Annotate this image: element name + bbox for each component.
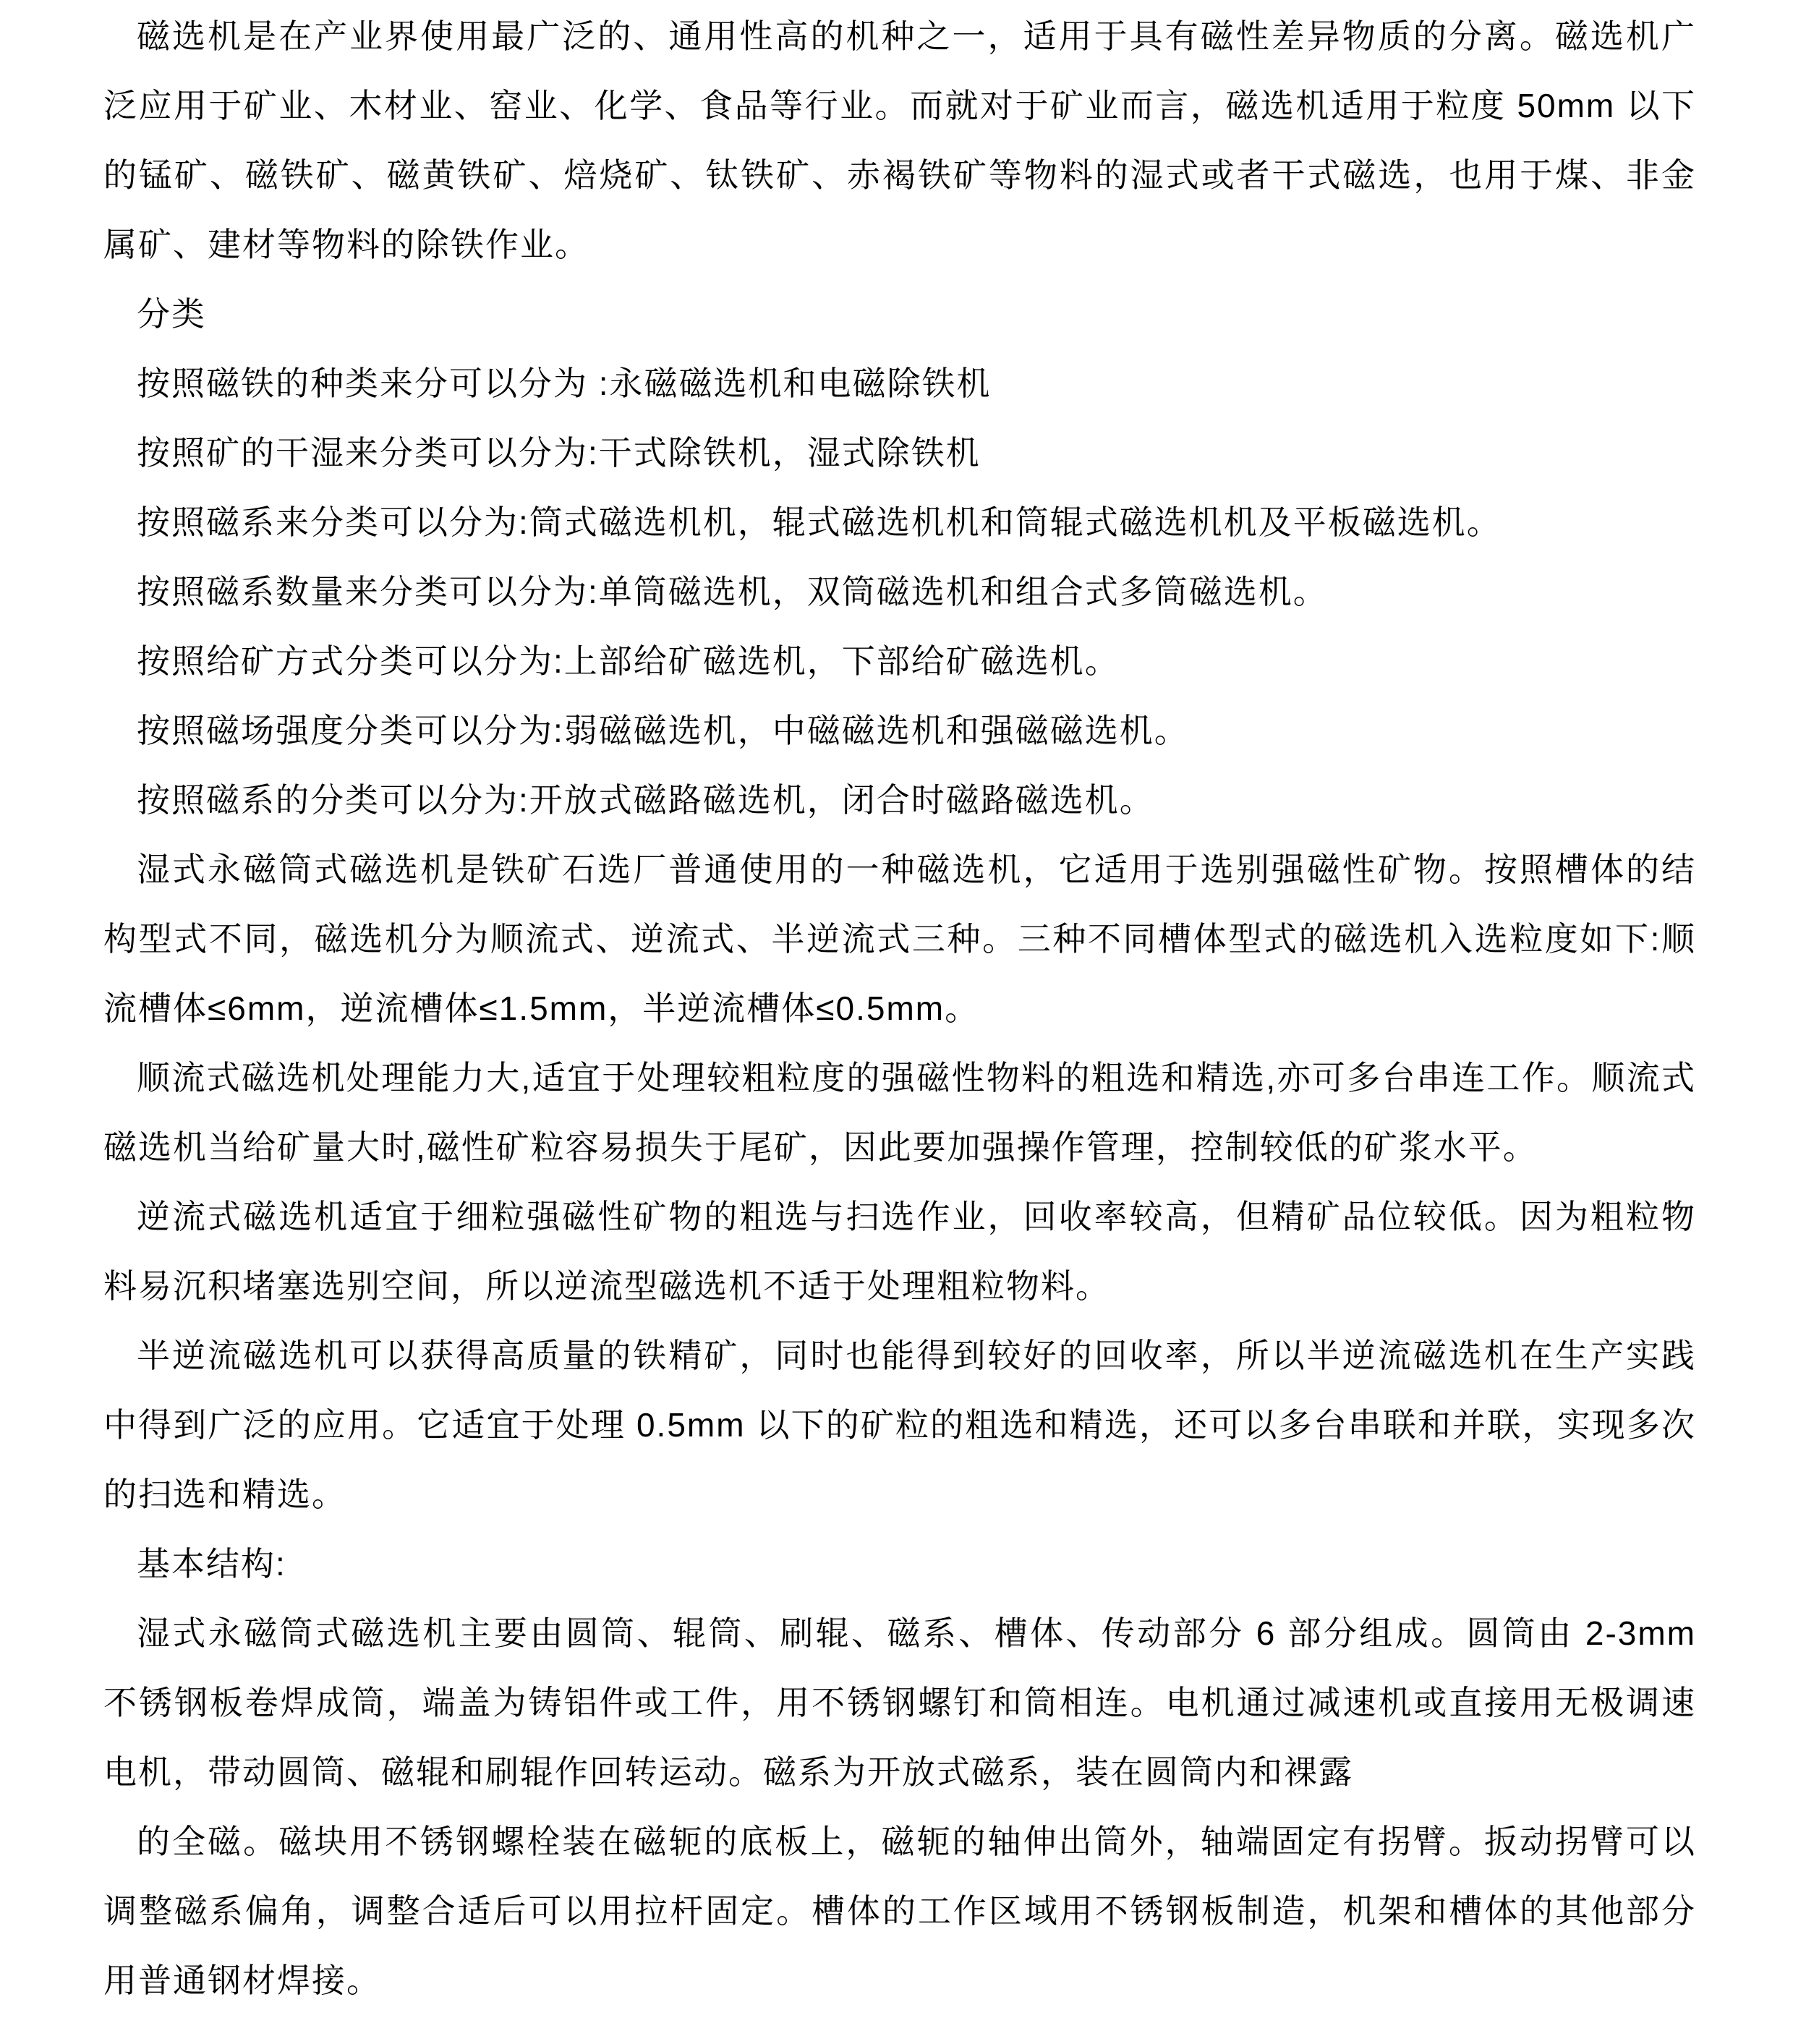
- section-heading-basic-structure: 基本结构:: [137, 1545, 286, 1583]
- classification-item-system-count: 按照磁系数量来分类可以分为:单筒磁选机，双筒磁选机和组合式多筒磁选机。: [137, 573, 1328, 610]
- section-heading-classification: 分类: [137, 295, 206, 333]
- classification-item-magnetic-system: 按照磁系来分类可以分为:筒式磁选机机，辊式磁选机机和筒辊式磁选机机及平板磁选机。: [137, 503, 1502, 541]
- paragraph-structure-components: 湿式永磁筒式磁选机主要由圆筒、辊筒、刷辊、磁系、槽体、传动部分 6 部分组成。圆筒由 2-3mm 不锈钢板卷焊成筒，端盖为铸铝件或工件，用不锈钢螺钉和筒相连。电机通过减速机或直接用无极调速电机，带动圆筒、磁辊和刷辊作回转运动。磁系为开放式磁系，装在圆筒内和裸露: [103, 1614, 1696, 1791]
- classification-item-wet-dry: 按照矿的干湿来分类可以分为:干式除铁机，湿式除铁机: [137, 434, 981, 472]
- classification-item-feed-mode: 按照给矿方式分类可以分为:上部给矿磁选机，下部给矿磁选机。: [137, 642, 1120, 680]
- paragraph-intro: 磁选机是在产业界使用最广泛的、通用性高的机种之一，适用于具有磁性差异物质的分离。磁选机广泛应用于矿业、木材业、窑业、化学、食品等行业。而就对于矿业而言，磁选机适用于粒度 50mm 以下的锰矿、磁铁矿、磁黄铁矿、焙烧矿、钛铁矿、赤褐铁矿等物料的湿式或者干式磁选，也用于煤、非金属矿、建材等物料的除铁作业。: [103, 17, 1696, 263]
- paragraph-structure-magnet-yoke: 的全磁。磁块用不锈钢螺栓装在磁轭的底板上，磁轭的轴伸出筒外，轴端固定有拐臂。扳动拐臂可以调整磁系偏角，调整合适后可以用拉杆固定。槽体的工作区域用不锈钢板制造，机架和槽体的其他部分用普通钢材焊接。: [103, 1823, 1696, 1999]
- paragraph-semi-counterflow-type: 半逆流磁选机可以获得高质量的铁精矿，同时也能得到较好的回收率，所以半逆流磁选机在生产实践中得到广泛的应用。它适宜于处理 0.5mm 以下的矿粒的粗选和精选，还可以多台串联和并联，实现多次的扫选和精选。: [103, 1337, 1696, 1513]
- paragraph-counterflow-type: 逆流式磁选机适宜于细粒强磁性矿物的粗选与扫选作业，回收率较高，但精矿品位较低。因为粗粒物料易沉积堵塞选别空间，所以逆流型磁选机不适于处理粗粒物料。: [103, 1198, 1696, 1305]
- classification-item-circuit-type: 按照磁系的分类可以分为:开放式磁路磁选机，闭合时磁路磁选机。: [137, 781, 1154, 819]
- classification-item-magnet-type: 按照磁铁的种类来分可以分为 :永磁磁选机和电磁除铁机: [137, 365, 992, 402]
- paragraph-downstream-type: 顺流式磁选机处理能力大,适宜于处理较粗粒度的强磁性物料的粗选和精选,亦可多台串连工作。顺流式磁选机当给矿量大时,磁性矿粒容易损失于尾矿，因此要加强操作管理，控制较低的矿浆水平。: [103, 1059, 1696, 1166]
- classification-item-field-strength: 按照磁场强度分类可以分为:弱磁磁选机，中磁磁选机和强磁磁选机。: [137, 712, 1189, 749]
- paragraph-wet-drum-types: 湿式永磁筒式磁选机是铁矿石选厂普通使用的一种磁选机，它适用于选别强磁性矿物。按照槽体的结构型式不同，磁选机分为顺流式、逆流式、半逆流式三种。三种不同槽体型式的磁选机入选粒度如下:顺流槽体≤6mm，逆流槽体≤1.5mm，半逆流槽体≤0.5mm。: [103, 851, 1696, 1027]
